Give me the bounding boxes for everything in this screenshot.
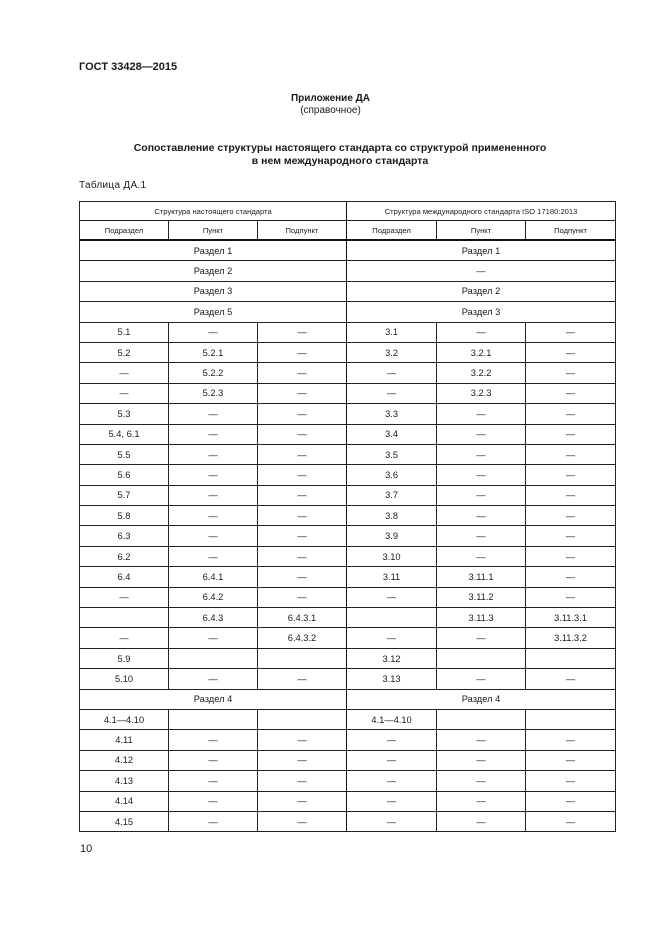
column-header: Подпункт xyxy=(526,221,616,241)
table-cell: — xyxy=(258,750,347,770)
table-row xyxy=(80,383,616,403)
table-cell: 5.6 xyxy=(80,465,169,485)
table-cell: 3.13 xyxy=(347,669,437,689)
table-cell: — xyxy=(526,730,616,750)
annex-note: (справочное) xyxy=(300,105,361,116)
table-cell: — xyxy=(169,750,258,770)
table-cell: — xyxy=(258,322,347,342)
table-cell: 3.12 xyxy=(347,648,437,668)
table-cell: — xyxy=(437,444,526,464)
section-row xyxy=(80,281,616,301)
column-header: Пункт xyxy=(169,221,258,241)
table-cell: — xyxy=(437,730,526,750)
table-cell: — xyxy=(347,771,437,791)
table-cell: 5.2 xyxy=(80,342,169,362)
section-cell-national: Раздел 1 xyxy=(80,240,347,261)
column-header: Подраздел xyxy=(80,221,169,241)
table-cell: — xyxy=(526,404,616,424)
section-cell-international: Раздел 3 xyxy=(347,302,616,322)
table-cell: — xyxy=(526,791,616,811)
group-header-row xyxy=(80,202,616,221)
table-row xyxy=(80,465,616,485)
table-cell: — xyxy=(258,424,347,444)
table-cell: — xyxy=(258,791,347,811)
table-cell: 3.11 xyxy=(347,567,437,587)
table-row xyxy=(80,506,616,526)
table-cell: 3.2 xyxy=(347,342,437,362)
table-cell: 3.2.1 xyxy=(437,342,526,362)
table-cell: — xyxy=(526,465,616,485)
table-cell xyxy=(80,608,169,628)
table-cell: — xyxy=(258,669,347,689)
table-cell: 3.11.1 xyxy=(437,567,526,587)
table-cell: — xyxy=(526,322,616,342)
table-cell: — xyxy=(347,791,437,811)
section-row xyxy=(80,261,616,281)
section-cell-national: Раздел 2 xyxy=(80,261,347,281)
table-cell xyxy=(258,709,347,729)
table-cell: 5.4, 6.1 xyxy=(80,424,169,444)
table-cell: 5.9 xyxy=(80,648,169,668)
table-row xyxy=(80,444,616,464)
table-cell: 4.12 xyxy=(80,750,169,770)
table-cell: — xyxy=(258,730,347,750)
group-header-international: Структура международного стандарта ISO 17180:2013 xyxy=(347,202,616,221)
table-row xyxy=(80,628,616,648)
table-cell: — xyxy=(258,567,347,587)
table-cell: 5.3 xyxy=(80,404,169,424)
table-cell: — xyxy=(526,342,616,362)
table-cell: 3.2.3 xyxy=(437,383,526,403)
table-cell: — xyxy=(437,465,526,485)
table-cell: 4.11 xyxy=(80,730,169,750)
table-cell: 6.4.3.1 xyxy=(258,608,347,628)
table-cell: 6.4.3 xyxy=(169,608,258,628)
table-cell: — xyxy=(347,587,437,607)
column-header: Подраздел xyxy=(347,221,437,241)
table-cell: — xyxy=(526,383,616,403)
table-cell: — xyxy=(258,506,347,526)
table-cell: — xyxy=(169,444,258,464)
table-row xyxy=(80,526,616,546)
table-cell: 3.11.2 xyxy=(437,587,526,607)
table-cell: — xyxy=(437,811,526,831)
table-cell xyxy=(169,709,258,729)
section-cell-national: Раздел 5 xyxy=(80,302,347,322)
table-cell: — xyxy=(347,363,437,383)
table-cell: — xyxy=(437,750,526,770)
table-cell: 3.8 xyxy=(347,506,437,526)
table-cell: — xyxy=(169,322,258,342)
table-cell: 5.1 xyxy=(80,322,169,342)
table-cell: — xyxy=(347,750,437,770)
heading-line-1: Сопоставление структуры настоящего стандарта со структурой примененного xyxy=(133,142,547,154)
table-cell: — xyxy=(437,506,526,526)
table-cell: 5.2.2 xyxy=(169,363,258,383)
table-caption: Таблица ДА.1 xyxy=(79,180,147,191)
table-cell: 6.4 xyxy=(80,567,169,587)
table-cell: 3.11.3.2 xyxy=(526,628,616,648)
table-cell: 3.11.3 xyxy=(437,608,526,628)
table-row xyxy=(80,485,616,505)
table-cell xyxy=(437,648,526,668)
column-header-row xyxy=(80,221,616,241)
heading-line-2: в нем международного стандарта xyxy=(251,155,429,167)
table-cell: — xyxy=(258,465,347,485)
table-row xyxy=(80,669,616,689)
table-cell: 3.9 xyxy=(347,526,437,546)
table-cell: — xyxy=(437,424,526,444)
table-cell: — xyxy=(347,628,437,648)
table-cell: — xyxy=(258,363,347,383)
annex-block xyxy=(0,93,661,117)
table-row xyxy=(80,587,616,607)
table-cell: 5.5 xyxy=(80,444,169,464)
standard-designation: ГОСТ 33428—2015 xyxy=(79,61,178,73)
table-cell: — xyxy=(258,404,347,424)
table-row xyxy=(80,648,616,668)
table-cell: — xyxy=(437,322,526,342)
table-cell: — xyxy=(169,669,258,689)
table-cell: — xyxy=(526,811,616,831)
table-cell: — xyxy=(169,485,258,505)
table-cell xyxy=(526,709,616,729)
table-cell: — xyxy=(80,587,169,607)
table-cell: 5.8 xyxy=(80,506,169,526)
annex-title: Приложение ДА xyxy=(290,93,371,104)
table-cell: — xyxy=(169,526,258,546)
table-cell: 3.10 xyxy=(347,546,437,566)
table-cell: 4.1—4.10 xyxy=(347,709,437,729)
table-cell: — xyxy=(258,771,347,791)
table-cell: 3.3 xyxy=(347,404,437,424)
table-cell: 6.3 xyxy=(80,526,169,546)
table-cell: 4.15 xyxy=(80,811,169,831)
group-header-national: Структура настоящего стандарта xyxy=(80,202,347,221)
column-header: Подпункт xyxy=(258,221,347,241)
table-cell xyxy=(258,648,347,668)
section-cell-international: — xyxy=(347,261,616,281)
table-cell: — xyxy=(437,669,526,689)
table-cell: 3.7 xyxy=(347,485,437,505)
table-cell: — xyxy=(80,363,169,383)
table-cell: — xyxy=(258,342,347,362)
table-cell: — xyxy=(526,526,616,546)
section-cell-national: Раздел 4 xyxy=(80,689,347,709)
table-cell: — xyxy=(437,526,526,546)
table-cell: — xyxy=(347,383,437,403)
table-cell: 4.14 xyxy=(80,791,169,811)
table-cell: — xyxy=(526,444,616,464)
table-cell: 3.6 xyxy=(347,465,437,485)
table-cell: — xyxy=(526,587,616,607)
table-cell: 5.7 xyxy=(80,485,169,505)
table-cell: — xyxy=(258,587,347,607)
table-cell: 6.4.3.2 xyxy=(258,628,347,648)
table-row xyxy=(80,546,616,566)
table-cell: — xyxy=(437,628,526,648)
table-row xyxy=(80,608,616,628)
table-row xyxy=(80,709,616,729)
table-row xyxy=(80,363,616,383)
column-header: Пункт xyxy=(437,221,526,241)
table-cell: 5.2.1 xyxy=(169,342,258,362)
table-cell: — xyxy=(169,506,258,526)
table-cell: — xyxy=(169,771,258,791)
table-cell: — xyxy=(258,546,347,566)
table-cell: 3.11.3.1 xyxy=(526,608,616,628)
table-cell: — xyxy=(347,811,437,831)
table-cell: 5.10 xyxy=(80,669,169,689)
table-cell xyxy=(437,709,526,729)
table-cell: — xyxy=(169,424,258,444)
table-cell: — xyxy=(437,791,526,811)
table-cell: 4.13 xyxy=(80,771,169,791)
table-cell: — xyxy=(258,526,347,546)
table-cell: — xyxy=(437,546,526,566)
table-cell: 6.2 xyxy=(80,546,169,566)
section-cell-international: Раздел 1 xyxy=(347,240,616,261)
table-cell: — xyxy=(526,424,616,444)
table-cell: — xyxy=(347,730,437,750)
table-cell: 6.4.1 xyxy=(169,567,258,587)
table-row xyxy=(80,322,616,342)
table-cell: 3.4 xyxy=(347,424,437,444)
table-cell: — xyxy=(437,771,526,791)
section-cell-international: Раздел 4 xyxy=(347,689,616,709)
table-cell xyxy=(347,608,437,628)
table-row xyxy=(80,424,616,444)
table-cell: — xyxy=(258,444,347,464)
table-cell xyxy=(526,648,616,668)
table-row xyxy=(80,791,616,811)
table-cell: — xyxy=(258,811,347,831)
page-number: 10 xyxy=(80,843,93,855)
table-cell: 3.5 xyxy=(347,444,437,464)
table-cell xyxy=(169,648,258,668)
table-cell: — xyxy=(169,628,258,648)
table-cell: — xyxy=(437,404,526,424)
table-cell: — xyxy=(169,811,258,831)
section-row xyxy=(80,240,616,261)
table-cell: — xyxy=(258,383,347,403)
table-cell: — xyxy=(437,485,526,505)
table-cell: — xyxy=(80,383,169,403)
table-cell: — xyxy=(169,404,258,424)
table-cell: 5.2.3 xyxy=(169,383,258,403)
table-cell: — xyxy=(526,750,616,770)
table-cell: 3.1 xyxy=(347,322,437,342)
section-row xyxy=(80,689,616,709)
section-row xyxy=(80,302,616,322)
table-cell: — xyxy=(526,567,616,587)
table-row xyxy=(80,750,616,770)
table-cell: — xyxy=(526,669,616,689)
table-row xyxy=(80,771,616,791)
section-heading xyxy=(60,142,620,168)
table-cell: — xyxy=(526,546,616,566)
table-cell: — xyxy=(169,730,258,750)
table-row xyxy=(80,567,616,587)
table-cell: — xyxy=(169,546,258,566)
table-row xyxy=(80,730,616,750)
table-row xyxy=(80,342,616,362)
table-cell: 4.1—4.10 xyxy=(80,709,169,729)
table-cell: — xyxy=(526,506,616,526)
comparison-table xyxy=(79,201,616,832)
table-cell: — xyxy=(526,485,616,505)
table-cell: — xyxy=(169,465,258,485)
table-cell: 6.4.2 xyxy=(169,587,258,607)
table-row xyxy=(80,811,616,831)
table-cell: — xyxy=(169,791,258,811)
table-cell: 3.2.2 xyxy=(437,363,526,383)
section-cell-international: Раздел 2 xyxy=(347,281,616,301)
table-cell: — xyxy=(526,771,616,791)
table-row xyxy=(80,404,616,424)
table-cell: — xyxy=(80,628,169,648)
section-cell-national: Раздел 3 xyxy=(80,281,347,301)
table-cell: — xyxy=(526,363,616,383)
table-cell: — xyxy=(258,485,347,505)
